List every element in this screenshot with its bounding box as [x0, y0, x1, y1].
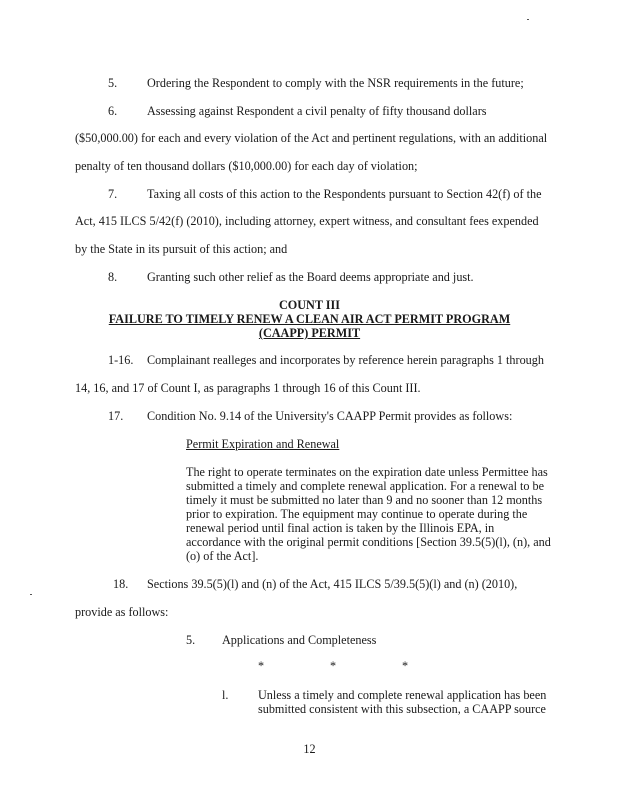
para-18-number: 18.	[113, 577, 129, 591]
quote-heading: Permit Expiration and Renewal	[186, 437, 340, 451]
item-8-text: Granting such other relief as the Board deems appropriate and just.	[147, 270, 474, 284]
item-7-number: 7.	[108, 187, 118, 201]
subsection-l-line: Unless a timely and complete renewal application has been	[258, 688, 547, 702]
item-6-line-2: ($50,000.00) for each and every violation of the Act and pertinent regulations, with an additional	[75, 131, 548, 145]
item-7-line-2: Act, 415 ILCS 5/42(f) (2010), including attorney, expert witness, and consultant fees expended	[75, 214, 539, 228]
item-5-number: 5.	[108, 76, 118, 90]
item-7-line-3: by the State in its pursuit of this action; and	[75, 242, 288, 256]
item-8-number: 8.	[108, 270, 118, 284]
item-6-number: 6.	[108, 104, 118, 118]
subsection-l-number: l.	[222, 688, 229, 702]
para-18-line-2: provide as follows:	[75, 605, 169, 619]
ellipsis-asterisk: *	[258, 659, 265, 673]
item-5-text: Ordering the Respondent to comply with the NSR requirements in the future;	[147, 76, 524, 90]
quote-line: (o) of the Act].	[186, 549, 259, 563]
count-label: COUNT III	[278, 298, 341, 312]
subsection-5-heading: Applications and Completeness	[222, 633, 377, 647]
quote-line: submitted a timely and complete renewal application. For a renewal to be	[186, 479, 545, 493]
ellipsis-asterisk: *	[330, 659, 337, 673]
page-number: 12	[303, 742, 316, 756]
para-1-16-text: Complainant realleges and incorporates by reference herein paragraphs 1 through	[147, 353, 544, 367]
scan-speck	[527, 19, 529, 20]
para-17-number: 17.	[108, 409, 124, 423]
para-17-text: Condition No. 9.14 of the University's CAAPP Permit provides as follows:	[147, 409, 513, 423]
quote-line: timely it must be submitted no later than 9 and no sooner than 12 months	[186, 493, 543, 507]
quote-line: The right to operate terminates on the expiration date unless Permittee has	[186, 465, 548, 479]
item-6-line-3: penalty of ten thousand dollars ($10,000.00) for each day of violation;	[75, 159, 418, 173]
scan-speck	[30, 594, 32, 595]
quote-line: renewal period until final action is taken by the Illinois EPA, in	[186, 521, 495, 535]
quote-line: accordance with the original permit conditions [Section 39.5(5)(l), (n), and	[186, 535, 551, 549]
para-1-16-number: 1-16.	[108, 353, 134, 367]
item-6-text: Assessing against Respondent a civil penalty of fifty thousand dollars	[147, 104, 487, 118]
item-7-text: Taxing all costs of this action to the Respondents pursuant to Section 42(f) of the	[147, 187, 542, 201]
subsection-5-number: 5.	[186, 633, 196, 647]
count-title-line-1: FAILURE TO TIMELY RENEW A CLEAN AIR ACT PERMIT PROGRAM	[108, 312, 511, 326]
quote-line: prior to expiration. The equipment may continue to operate during the	[186, 507, 528, 521]
para-18-text: Sections 39.5(5)(l) and (n) of the Act, 415 ILCS 5/39.5(5)(l) and (n) (2010),	[147, 577, 518, 591]
subsection-l-line: submitted consistent with this subsection, a CAAPP source	[258, 702, 546, 716]
para-1-16-line-2: 14, 16, and 17 of Count I, as paragraphs 1 through 16 of this Count III.	[75, 381, 421, 395]
count-title-line-2: (CAAPP) PERMIT	[258, 326, 361, 340]
ellipsis-asterisk: *	[402, 659, 409, 673]
